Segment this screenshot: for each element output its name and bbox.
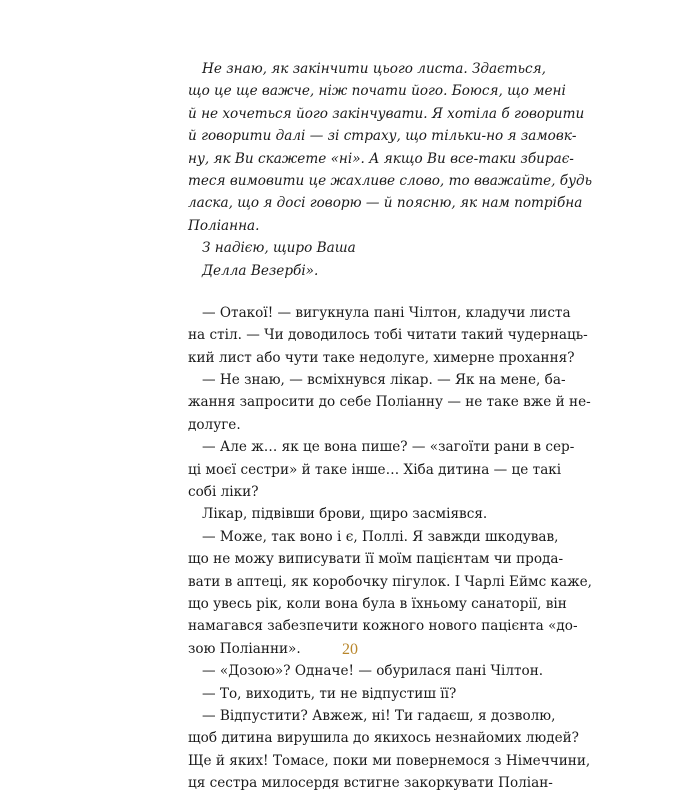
- dialogue-line: — Відпустити? Авжеж, ні! Ти гадаєш, я дозволю,: [202, 707, 556, 724]
- page-number: 20: [342, 641, 358, 658]
- dialogue-line: ця сестра милосердя встигне закоркувати Поліан-: [188, 775, 553, 792]
- dialogue-line: зою Поліанни».: [188, 640, 301, 657]
- dialogue-line: собі ліки?: [188, 484, 259, 501]
- dialogue-text: [188, 302, 592, 795]
- section-gap: [188, 282, 520, 302]
- letter-line: й не хочеться його закінчувати. Я хотіла б говорити: [188, 105, 585, 122]
- letter-line: теся вимовити це жахливе слово, то вважайте, будь: [188, 172, 592, 189]
- letter-line: ну, як Ви скажете «ні». А якщо Ви все-таки збирає-: [188, 150, 574, 167]
- letter-excerpt: [188, 58, 592, 282]
- dialogue-line: що не можу виписувати її моїм пацієнтам чи прода-: [188, 551, 564, 568]
- dialogue-line: ці моєї сестри» й таке інше… Хіба дитина — це такі: [188, 461, 562, 478]
- dialogue-line: — Отакої! — вигукнула пані Чілтон, кладучи листа: [202, 304, 571, 321]
- dialogue-line: жання запросити до себе Поліанну — не таке вже й не-: [188, 394, 591, 411]
- letter-line: Поліанна.: [188, 217, 260, 234]
- dialogue-line: що увесь рік, коли вона була в їхньому санаторії, він: [188, 595, 567, 612]
- text-block: [188, 58, 592, 795]
- letter-line: Не знаю, як закінчити цього листа. Здається,: [202, 61, 546, 77]
- dialogue-line: — Може, так воно і є, Поллі. Я завжди шкодував,: [202, 528, 559, 545]
- dialogue-line: — Не знаю, — всміхнувся лікар. — Як на мене, ба-: [202, 372, 566, 389]
- dialogue-line: кий лист або чути таке недолуге, химерне прохання?: [188, 349, 575, 366]
- dialogue-line: Ще й яких! Томасе, поки ми повернемося з Німеччини,: [188, 752, 591, 769]
- letter-signature: Делла Везербі».: [202, 262, 319, 279]
- dialogue-line: намагався забезпечити кожного нового пацієнта «до-: [188, 618, 578, 635]
- letter-line: й говорити далі — зі страху, що тільки-но я замовк-: [188, 128, 577, 145]
- letter-line: що це ще важче, ніж почати його. Боюся, що мені: [188, 83, 566, 100]
- dialogue-line: — «Дозою»? Одначе! — обурилася пані Чілтон.: [202, 663, 544, 680]
- letter-closing: З надією, щиро Ваша: [202, 240, 356, 257]
- dialogue-line: — Але ж… як це вона пише? — «загоїти рани в сер-: [202, 439, 575, 456]
- dialogue-line: вати в аптеці, як коробочку пігулок. І Чарлі Еймс каже,: [188, 573, 592, 590]
- dialogue-line: долуге.: [188, 416, 241, 433]
- dialogue-line: на стіл. — Чи доводилось тобі читати такий чудернаць-: [188, 327, 588, 344]
- letter-line: ласка, що я досі говорю — й поясню, як нам потрібна: [188, 195, 583, 212]
- dialogue-line: — То, виходить, ти не відпустиш її?: [202, 685, 457, 702]
- dialogue-line: щоб дитина вирушила до якихось незнайомих людей?: [188, 730, 579, 747]
- dialogue-line: Лікар, підвівши брови, щиро засміявся.: [202, 506, 488, 523]
